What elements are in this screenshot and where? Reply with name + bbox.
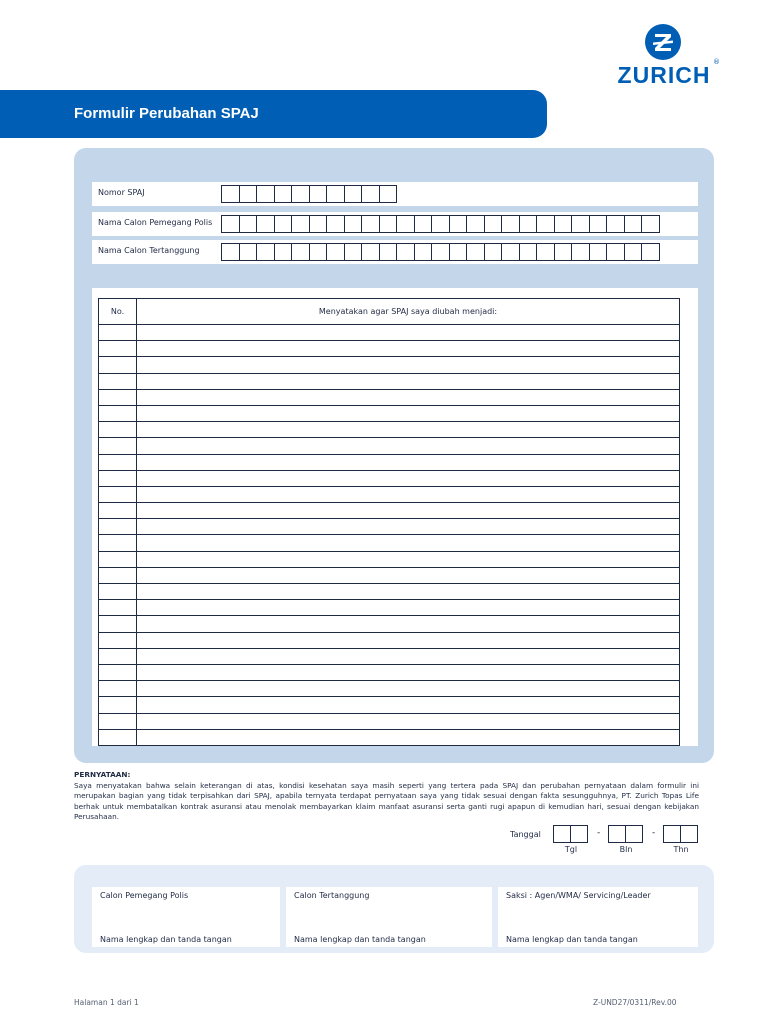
character-box[interactable]	[344, 185, 363, 203]
date-day-label: Tgl	[564, 845, 578, 854]
character-box[interactable]	[256, 185, 275, 203]
character-box[interactable]	[606, 243, 625, 261]
character-box[interactable]	[554, 243, 573, 261]
table-row	[99, 584, 680, 600]
character-box[interactable]	[641, 215, 660, 233]
character-box[interactable]	[291, 185, 310, 203]
row-change-cell[interactable]	[137, 729, 680, 745]
character-box[interactable]	[256, 243, 275, 261]
row-number-cell[interactable]	[99, 584, 137, 600]
row-number-cell[interactable]	[99, 648, 137, 664]
statement	[74, 770, 699, 823]
table-row	[99, 697, 680, 713]
character-box[interactable]	[379, 185, 398, 203]
table-row	[99, 632, 680, 648]
signature-box-pemegang-polis[interactable]	[92, 887, 280, 947]
row-change-cell[interactable]	[137, 454, 680, 470]
character-box[interactable]	[484, 243, 503, 261]
date-year-label: Thn	[673, 845, 689, 854]
row-change-cell[interactable]	[137, 567, 680, 583]
table-row	[99, 503, 680, 519]
character-box[interactable]	[344, 243, 363, 261]
character-box[interactable]	[309, 215, 328, 233]
row-change-cell[interactable]	[137, 438, 680, 454]
row-change-cell[interactable]	[137, 519, 680, 535]
statement-heading: PERNYATAAN:	[74, 770, 131, 779]
character-box[interactable]	[431, 243, 450, 261]
table-row	[99, 454, 680, 470]
character-box[interactable]	[571, 215, 590, 233]
date-month-label: Bln	[619, 845, 633, 854]
character-box[interactable]	[291, 215, 310, 233]
date-separator: -	[597, 828, 601, 838]
signature-caption: Nama lengkap dan tanda tangan	[294, 935, 426, 944]
character-box[interactable]	[414, 215, 433, 233]
table-row	[99, 373, 680, 389]
character-box[interactable]	[239, 243, 258, 261]
table-row	[99, 535, 680, 551]
signature-caption: Nama lengkap dan tanda tangan	[506, 935, 638, 944]
character-box[interactable]	[641, 243, 660, 261]
character-box[interactable]	[536, 215, 555, 233]
table-row	[99, 519, 680, 535]
character-box[interactable]	[449, 215, 468, 233]
registered-mark: ®	[713, 58, 720, 66]
nama-pemegang-polis-boxes[interactable]	[221, 215, 659, 233]
character-box[interactable]	[466, 215, 485, 233]
zurich-wordmark: ZURICH	[617, 62, 711, 88]
row-number-cell[interactable]	[99, 454, 137, 470]
row-number-cell[interactable]	[99, 535, 137, 551]
character-box[interactable]	[624, 215, 643, 233]
character-box[interactable]	[309, 185, 328, 203]
character-box[interactable]	[519, 215, 538, 233]
signature-box-saksi[interactable]	[498, 887, 698, 947]
row-change-cell[interactable]	[137, 697, 680, 713]
character-box[interactable]	[554, 215, 573, 233]
character-box[interactable]	[606, 215, 625, 233]
row-number-cell[interactable]	[99, 438, 137, 454]
row-change-cell[interactable]	[137, 503, 680, 519]
nomor-spaj-boxes[interactable]	[221, 185, 396, 203]
row-change-cell[interactable]	[137, 584, 680, 600]
row-change-cell[interactable]	[137, 600, 680, 616]
character-box[interactable]	[221, 185, 240, 203]
column-header-change: Menyatakan agar SPAJ saya diubah menjadi:	[137, 299, 680, 325]
field-label: Nama Calon Tertanggung	[98, 246, 200, 255]
change-table-body	[99, 325, 680, 746]
signature-caption: Nama lengkap dan tanda tangan	[100, 935, 232, 944]
row-number-cell[interactable]	[99, 357, 137, 373]
table-row	[99, 600, 680, 616]
field-label: Nama Calon Pemegang Polis	[98, 218, 213, 227]
row-change-cell[interactable]	[137, 405, 680, 421]
row-number-cell[interactable]	[99, 470, 137, 486]
signature-title: Calon Pemegang Polis	[100, 891, 189, 900]
row-number-cell[interactable]	[99, 713, 137, 729]
row-change-cell[interactable]	[137, 357, 680, 373]
row-number-cell[interactable]	[99, 405, 137, 421]
character-box[interactable]	[589, 215, 608, 233]
row-number-cell[interactable]	[99, 422, 137, 438]
date-label: Tanggal	[510, 830, 541, 839]
table-row	[99, 551, 680, 567]
character-box[interactable]	[396, 243, 415, 261]
signature-box-tertanggung[interactable]	[286, 887, 492, 947]
table-row	[99, 325, 680, 341]
character-box[interactable]	[361, 243, 380, 261]
footer-form-code: Z-UND27/0311/Rev.00	[593, 998, 677, 1007]
row-number-cell[interactable]	[99, 519, 137, 535]
row-change-cell[interactable]	[137, 551, 680, 567]
signature-title: Calon Tertanggung	[294, 891, 370, 900]
character-box[interactable]	[326, 185, 345, 203]
character-box[interactable]	[484, 215, 503, 233]
footer-page-number: Halaman 1 dari 1	[74, 998, 139, 1007]
row-number-cell[interactable]	[99, 632, 137, 648]
date-separator: -	[652, 828, 656, 838]
character-box[interactable]	[624, 243, 643, 261]
character-box[interactable]	[431, 215, 450, 233]
character-box[interactable]	[589, 243, 608, 261]
row-change-cell[interactable]	[137, 664, 680, 680]
row-change-cell[interactable]	[137, 373, 680, 389]
table-row	[99, 664, 680, 680]
character-box[interactable]	[571, 243, 590, 261]
character-box[interactable]	[379, 215, 398, 233]
character-box[interactable]	[309, 243, 328, 261]
character-box[interactable]	[466, 243, 485, 261]
row-change-cell[interactable]	[137, 681, 680, 697]
row-number-cell[interactable]	[99, 600, 137, 616]
table-row	[99, 422, 680, 438]
row-change-cell[interactable]	[137, 422, 680, 438]
character-box[interactable]	[274, 215, 293, 233]
row-number-cell[interactable]	[99, 697, 137, 713]
row-number-cell[interactable]	[99, 503, 137, 519]
character-box[interactable]	[361, 185, 380, 203]
table-row	[99, 729, 680, 745]
field-nama-pemegang-polis	[92, 212, 698, 236]
table-row	[99, 616, 680, 632]
character-box[interactable]	[221, 243, 240, 261]
zurich-logo	[612, 24, 720, 88]
character-box[interactable]	[449, 243, 468, 261]
character-box[interactable]	[379, 243, 398, 261]
field-label: Nomor SPAJ	[98, 188, 145, 197]
field-nomor-spaj	[92, 182, 698, 206]
table-row	[99, 486, 680, 502]
character-box[interactable]	[326, 215, 345, 233]
table-row	[99, 438, 680, 454]
date-day-boxes[interactable]	[553, 825, 587, 843]
row-number-cell[interactable]	[99, 729, 137, 745]
row-number-cell[interactable]	[99, 681, 137, 697]
row-change-cell[interactable]	[137, 648, 680, 664]
date-year-boxes[interactable]	[663, 825, 697, 843]
character-box[interactable]	[239, 185, 258, 203]
character-box[interactable]	[519, 243, 538, 261]
row-number-cell[interactable]	[99, 341, 137, 357]
table-row	[99, 470, 680, 486]
nama-tertanggung-boxes[interactable]	[221, 243, 659, 261]
character-box[interactable]	[344, 215, 363, 233]
row-change-cell[interactable]	[137, 632, 680, 648]
character-box[interactable]	[256, 215, 275, 233]
table-row	[99, 389, 680, 405]
row-number-cell[interactable]	[99, 373, 137, 389]
table-row	[99, 341, 680, 357]
character-box[interactable]	[536, 243, 555, 261]
statement-body: Saya menyatakan bahwa selain keterangan di atas, kondisi kesehatan saya masih seperti yang tertera pada SPAJ dan perubahan pernyataan dalam formulir ini merupakan bagian yang tidak terpisahkan dari SPAJ, apabila ternyata terdapat pernyataan saya yang tidak sesuai dengan fakta sesungguhnya, PT. Zurich Topas Life berhak untuk membatalkan kontrak asuransi atau menolak membayarkan klaim manfaat asuransi serta ganti rugi apapun di kemudian hari, sesuai dengan kebijakan Perusahaan.	[74, 780, 699, 821]
signature-panel	[74, 865, 714, 953]
character-box[interactable]	[326, 243, 345, 261]
title-bar	[0, 90, 547, 138]
field-nama-tertanggung	[92, 240, 698, 264]
character-box[interactable]	[501, 243, 520, 261]
row-change-cell[interactable]	[137, 389, 680, 405]
table-row	[99, 567, 680, 583]
row-number-cell[interactable]	[99, 389, 137, 405]
change-table	[98, 298, 680, 746]
table-row	[99, 713, 680, 729]
row-number-cell[interactable]	[99, 664, 137, 680]
row-number-cell[interactable]	[99, 325, 137, 341]
row-change-cell[interactable]	[137, 486, 680, 502]
character-box[interactable]	[414, 243, 433, 261]
form-panel	[74, 148, 714, 763]
character-box[interactable]	[396, 215, 415, 233]
table-row	[99, 405, 680, 421]
table-header-row	[99, 299, 680, 325]
row-number-cell[interactable]	[99, 551, 137, 567]
table-row	[99, 648, 680, 664]
row-number-cell[interactable]	[99, 616, 137, 632]
character-box[interactable]	[501, 215, 520, 233]
table-row	[99, 357, 680, 373]
character-box[interactable]	[291, 243, 310, 261]
row-change-cell[interactable]	[137, 616, 680, 632]
character-box[interactable]	[221, 215, 240, 233]
row-number-cell[interactable]	[99, 567, 137, 583]
column-header-no: No.	[99, 299, 137, 325]
row-change-cell[interactable]	[137, 713, 680, 729]
character-box[interactable]	[274, 185, 293, 203]
character-box[interactable]	[274, 243, 293, 261]
row-change-cell[interactable]	[137, 325, 680, 341]
table-row	[99, 681, 680, 697]
character-box[interactable]	[361, 215, 380, 233]
date-month-boxes[interactable]	[608, 825, 642, 843]
row-change-cell[interactable]	[137, 341, 680, 357]
character-box[interactable]	[239, 215, 258, 233]
page-title: Formulir Perubahan SPAJ	[74, 105, 259, 122]
row-number-cell[interactable]	[99, 486, 137, 502]
row-change-cell[interactable]	[137, 470, 680, 486]
signature-title: Saksi : Agen/WMA/ Servicing/Leader	[506, 891, 651, 900]
row-change-cell[interactable]	[137, 535, 680, 551]
zurich-logo-emblem	[645, 24, 681, 60]
change-table-area	[92, 288, 698, 746]
